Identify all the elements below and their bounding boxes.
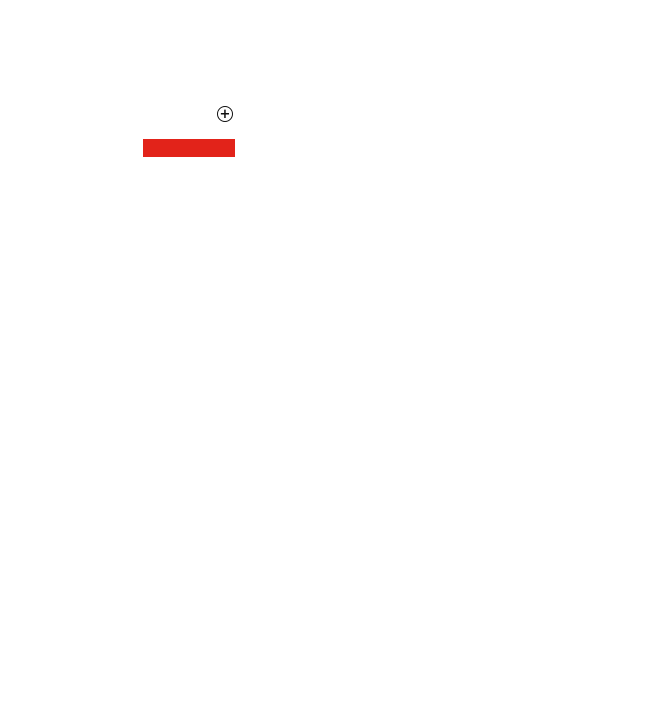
- logo-plus-icon: +: [217, 106, 233, 122]
